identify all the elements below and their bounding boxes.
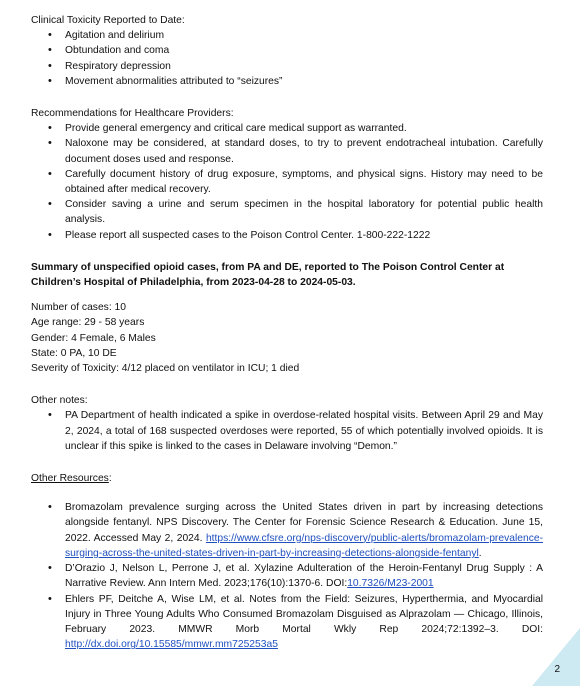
reference-item — [31, 592, 543, 653]
list-item: • Consider saving a urine and serum specimen in the hospital laboratory for potential public health analysis. — [31, 197, 543, 227]
references-list — [31, 500, 543, 652]
summary-age: Age range: 29 - 58 years — [31, 317, 145, 329]
summary-state: State: 0 PA, 10 DE — [31, 347, 117, 359]
summary-gender: Gender: 4 Female, 6 Males — [31, 332, 156, 344]
reference-text: Ehlers PF, Deitche A, Wise LM, et al. Notes from the Field: Seizures, Hyperthermia, and Myocardial Injury in Three Young Adults Who Consumed Bromazolam Disguised as Alprazolam — Chicago, Illinois, February 2023. MMWR Morb Mortal Wkly Rep 2024;72:1392–3. DOI: — [65, 593, 543, 635]
reference-link[interactable]: 10.7326/M23-2001 — [347, 578, 434, 590]
corner-decoration — [532, 628, 580, 686]
list-item: • Respiratory depression — [31, 59, 543, 74]
summary-cases: Number of cases: 10 — [31, 302, 127, 314]
summary-severity: Severity of Toxicity: 4/12 placed on ventilator in ICU; 1 died — [31, 363, 300, 375]
reference-text: D’Orazio J, Nelson L, Perrone J, et al. Xylazine Adulteration of the Heroin-Fentanyl Drug Supply : A Narrative Review. Ann Intern Med. 2023;176(10):1370-6. DOI: — [65, 563, 543, 590]
page-number: 2 — [554, 663, 560, 675]
list-item: • PA Department of health indicated a spike in overdose-related hospital visits. Between April 29 and May 2, 2024, a total of 168 suspected overdoses were reported, 55 of which potentially involved opioids. It is unclear if this spike is linked to the cases in Delaware involving “Demon.” — [31, 408, 543, 454]
other-resources-heading-colon: : — [108, 473, 112, 485]
list-item: • Agitation and delirium — [31, 28, 543, 43]
reference-item — [31, 500, 543, 561]
other-notes-heading: Other notes: — [31, 395, 88, 407]
list-item: • Obtundation and coma — [31, 43, 543, 58]
reference-end: . — [478, 547, 482, 559]
reference-link[interactable]: https://www.cfsre.org/nps-discovery/public-alerts/bromazolam-prevalence-surging-across-the-united-states-driven-in-part-by-increasing-detections-alongside-fentanyl — [65, 532, 543, 559]
recommendations-heading: Recommendations for Healthcare Providers: — [31, 108, 234, 120]
list-item: • Carefully document history of drug exposure, symptoms, and physical signs. History may need to be obtained after medical recovery. — [31, 167, 543, 197]
reference-item — [31, 561, 543, 591]
clinical-toxicity-list — [31, 28, 543, 89]
list-item: • Movement abnormalities attributed to “seizures” — [31, 74, 543, 89]
list-item: • Please report all suspected cases to the Poison Control Center. 1-800-222-1222 — [31, 228, 543, 243]
other-resources-heading-text: Other Resources — [31, 473, 109, 485]
reference-text: Bromazolam prevalence surging across the United States driven in part by increasing detections alongside fentanyl. NPS Discovery. The Center for Forensic Science Research & Education. June 15, 2022. Accessed May 2, 2024. — [65, 502, 543, 544]
clinical-toxicity-heading: Clinical Toxicity Reported to Date: — [31, 15, 185, 26]
other-notes-list — [31, 408, 543, 454]
reference-link[interactable]: http://dx.doi.org/10.15585/mmwr.mm725253a5 — [65, 639, 278, 651]
document-page — [31, 13, 543, 652]
recommendations-list — [31, 121, 543, 243]
summary-title: Summary of unspecified opioid cases, from PA and DE, reported to The Poison Control Center at Children’s Hospital of Philadelphia, from 2023-04-28 to 2024-05-03. — [31, 261, 505, 289]
list-item: • Provide general emergency and critical care medical support as warranted. — [31, 121, 543, 136]
other-resources-heading — [31, 471, 543, 486]
list-item: • Naloxone may be considered, at standard doses, to try to prevent endotracheal intubation. Carefully document doses used and response. — [31, 136, 543, 166]
